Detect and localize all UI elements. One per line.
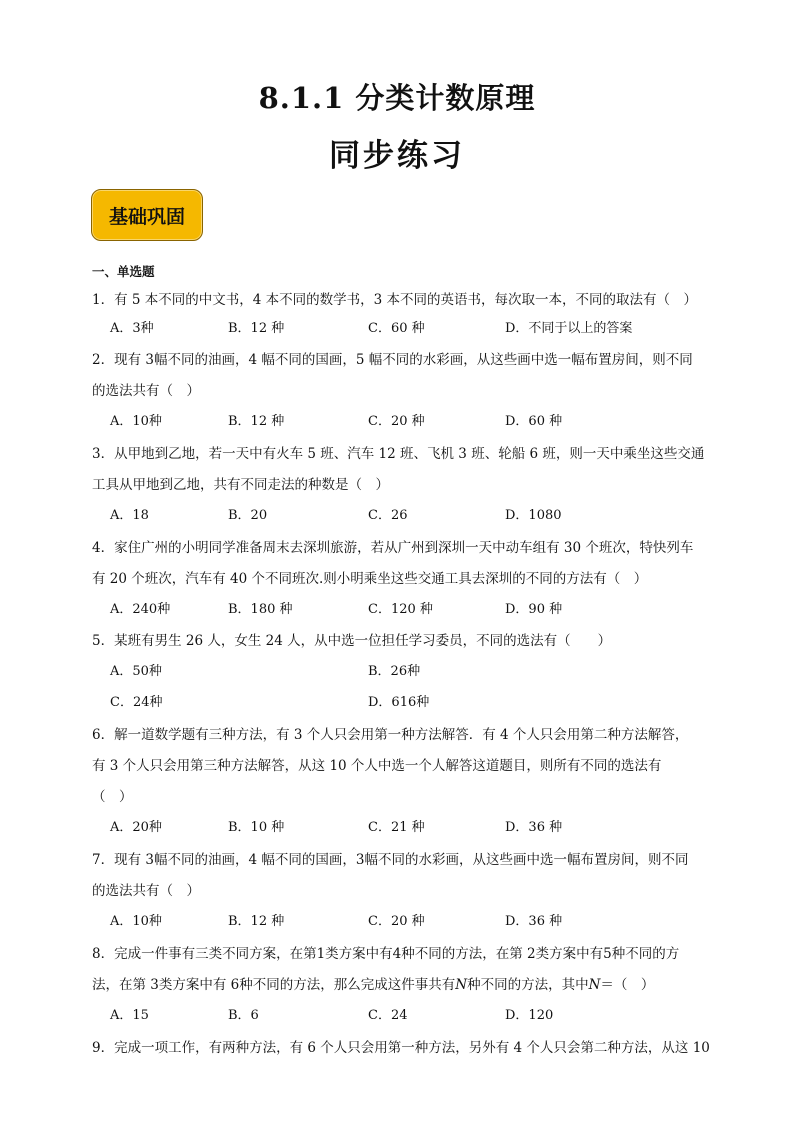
option-b[interactable]: B．6: [228, 1008, 259, 1023]
variable-n: N: [588, 977, 601, 993]
option-a[interactable]: A．10种: [110, 914, 162, 929]
option-d[interactable]: D．120: [505, 1008, 554, 1023]
option-c[interactable]: C．21 种: [368, 820, 425, 835]
option-c[interactable]: C．120 种: [368, 602, 433, 617]
option-a[interactable]: A．10种: [110, 414, 162, 429]
option-d[interactable]: D．90 种: [505, 602, 563, 617]
option-b[interactable]: B．180 种: [228, 602, 293, 617]
question-3-line-1: 3．从甲地到乙地，若一天中有火车 5 班、汽车 12 班、飞机 3 班、轮船 6 班，则一天中乘坐这些交通: [92, 446, 705, 462]
document-subtitle: 同步练习: [329, 138, 465, 174]
option-b[interactable]: B．12 种: [228, 321, 285, 336]
option-c[interactable]: C．60 种: [368, 321, 425, 336]
option-c[interactable]: C．24种: [110, 695, 163, 710]
option-a[interactable]: A．3种: [110, 321, 154, 336]
section-badge: 基础巩固: [91, 189, 203, 241]
option-d[interactable]: D．36 种: [505, 914, 563, 929]
option-d[interactable]: D．36 种: [505, 820, 563, 835]
section-heading: 一、单选题: [92, 264, 155, 279]
document-title: 8.1.1 分类计数原理: [258, 81, 536, 115]
option-a[interactable]: A．15: [110, 1008, 149, 1023]
question-9-line-1: 9．完成一项工作，有两种方法，有 6 个人只会用第一种方法，另外有 4 个人只会第二种方法，从这 10: [92, 1040, 710, 1056]
option-a[interactable]: A．20种: [110, 820, 162, 835]
question-3-line-2: 工具从甲地到乙地，共有不同走法的种数是（ ）: [92, 477, 389, 493]
option-b[interactable]: B．12 种: [228, 914, 285, 929]
question-4-line-2: 有 20 个班次，汽车有 40 个不同班次.则小明乘坐这些交通工具去深圳的不同的方法有（ ）: [92, 571, 648, 587]
option-a[interactable]: A．18: [110, 508, 149, 523]
question-8-line-2-start: 法，在第 3类方案中有 6种不同的方法，那么完成这件事共有: [92, 977, 456, 993]
option-d[interactable]: D．616种: [368, 695, 430, 710]
question-5-line-1: 5．某班有男生 26 人，女生 24 人，从中选一位担任学习委员，不同的选法有（ ）: [92, 633, 612, 649]
question-1-line-1: 1．有 5 本不同的中文书，4 本不同的数学书，3 本不同的英语书，每次取一本，不同的取法有（ ）: [92, 292, 698, 308]
option-d[interactable]: D．不同于以上的答案: [505, 321, 633, 336]
option-b[interactable]: B．26种: [368, 664, 421, 679]
option-a[interactable]: A．240种: [110, 602, 171, 617]
question-2-line-1: 2．现有 3幅不同的油画，4 幅不同的国画，5 幅不同的水彩画，从这些画中选一幅布置房间，则不同: [92, 352, 693, 368]
question-7-line-1: 7．现有 3幅不同的油画，4 幅不同的国画，3幅不同的水彩画，从这些画中选一幅布置房间，则不同: [92, 852, 689, 868]
question-2-line-2: 的选法共有（ ）: [92, 383, 200, 399]
question-8-line-2-end: ＝（ ）: [600, 977, 655, 993]
question-8-line-2-mid: 种不同的方法，其中: [467, 977, 589, 993]
question-8-line-2: [92, 976, 712, 994]
option-d[interactable]: D．1080: [505, 508, 562, 523]
variable-n: N: [455, 977, 468, 993]
option-b[interactable]: B．10 种: [228, 820, 285, 835]
option-d[interactable]: D．60 种: [505, 414, 563, 429]
option-c[interactable]: C．20 种: [368, 414, 425, 429]
question-7-line-2: 的选法共有（ ）: [92, 883, 200, 899]
option-b[interactable]: B．12 种: [228, 414, 285, 429]
question-6-line-2: 有 3 个人只会用第三种方法解答，从这 10 个人中选一个人解答这道题目，则所有不同的选法有: [92, 758, 662, 774]
option-b[interactable]: B．20: [228, 508, 268, 523]
question-8-line-1: 8．完成一件事有三类不同方案，在第1类方案中有4种不同的方法，在第 2类方案中有5种不同的方: [92, 946, 680, 962]
option-c[interactable]: C．24: [368, 1008, 408, 1023]
question-4-line-1: 4．家住广州的小明同学准备周末去深圳旅游，若从广州到深圳一天中动车组有 30 个班次，特快列车: [92, 540, 694, 556]
option-c[interactable]: C．26: [368, 508, 408, 523]
question-6-line-1: 6．解一道数学题有三种方法，有 3 个人只会用第一种方法解答．有 4 个人只会用第二种方法解答，: [92, 727, 689, 743]
option-c[interactable]: C．20 种: [368, 914, 425, 929]
option-a[interactable]: A．50种: [110, 664, 162, 679]
question-6-line-3: （ ）: [92, 789, 133, 805]
